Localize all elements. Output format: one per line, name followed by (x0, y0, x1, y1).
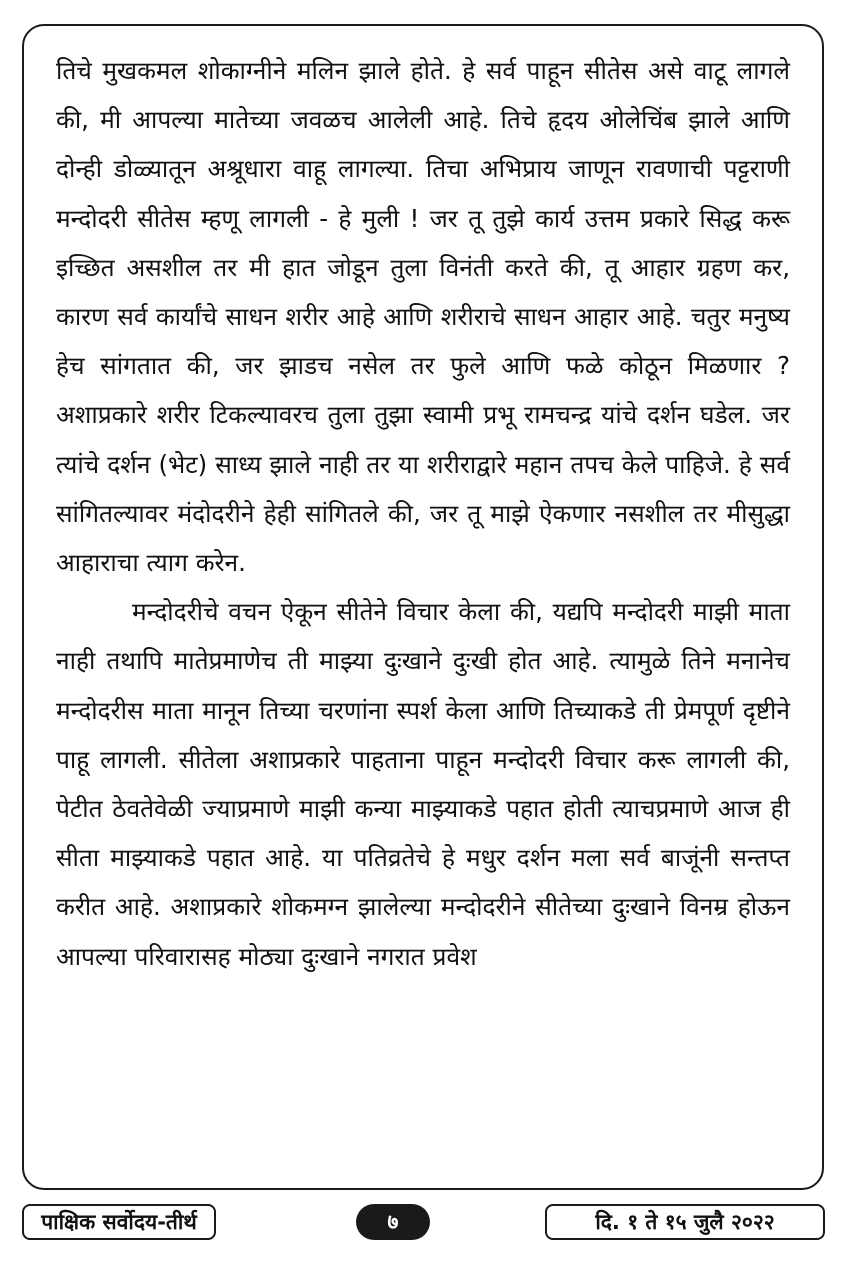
issue-date: दि. १ ते १५ जुलै २०२२ (545, 1204, 825, 1240)
content-frame (22, 24, 824, 1190)
publication-name: पाक्षिक सर्वोदय-तीर्थ (22, 1204, 216, 1240)
paragraph-2: मन्दोदरीचे वचन ऐकून सीतेने विचार केला की, यद्यपि मन्दोदरी माझी माता नाही तथापि मातेप्रमाणेच ती माझ्या दुःखाने दुःखी होत आहे. त्यामुळे तिने मनानेच मन्दोदरीस माता मानून तिच्या चरणांना स्पर्श केला आणि तिच्याकडे ती प्रेमपूर्ण दृष्टीने पाहू लागली. सीतेला अशाप्रकारे पाहताना पाहून मन्दोदरी विचार करू लागली की, पेटीत ठेवतेवेळी ज्याप्रमाणे माझी कन्या माझ्याकडे पहात होती त्याचप्रमाणे आज ही सीता माझ्याकडे पहात आहे. या पतिव्रतेचे हे मधुर दर्शन मला सर्व बाजूंनी सन्तप्त करीत आहे. अशाप्रकारे शोकमग्न झालेल्या मन्दोदरीने सीतेच्या दुःखाने विनम्र होऊन आपल्या परिवारासह मोठ्या दुःखाने नगरात प्रवेश (56, 597, 790, 971)
paragraph-1: तिचे मुखकमल शोकाग्नीने मलिन झाले होते. हे सर्व पाहून सीतेस असे वाटू लागले की, मी आपल्या मातेच्या जवळच आलेली आहे. तिचे हृदय ओलेचिंब झाले आणि दोन्ही डोळ्यातून अश्रूधारा वाहू लागल्या. तिचा अभिप्राय जाणून रावणाची पट्टराणी मन्दोदरी सीतेस म्हणू लागली - हे मुली ! जर तू तुझे कार्य उत्तम प्रकारे सिद्ध करू इच्छित असशील तर मी हात जोडून तुला विनंती करते की, तू आहार ग्रहण कर, कारण सर्व कार्यांचे साधन शरीर आहे आणि शरीराचे साधन आहार आहे. चतुर मनुष्य हेच सांगतात की, जर झाडच नसेल तर फुले आणि फळे कोठून मिळणार ? अशाप्रकारे शरीर टिकल्यावरच तुला तुझा स्वामी प्रभू रामचन्द्र यांचे दर्शन घडेल. जर त्यांचे दर्शन (भेट) साध्य झाले नाही तर या शरीराद्वारे महान तपच केले पाहिजे. हे सर्व सांगितल्यावर मंदोदरीने हेही सांगितले की, जर तू माझे ऐकणार नसशील तर मीसुद्धा आहाराचा त्याग करेन. (56, 56, 790, 578)
page-number: ७ (356, 1204, 430, 1240)
